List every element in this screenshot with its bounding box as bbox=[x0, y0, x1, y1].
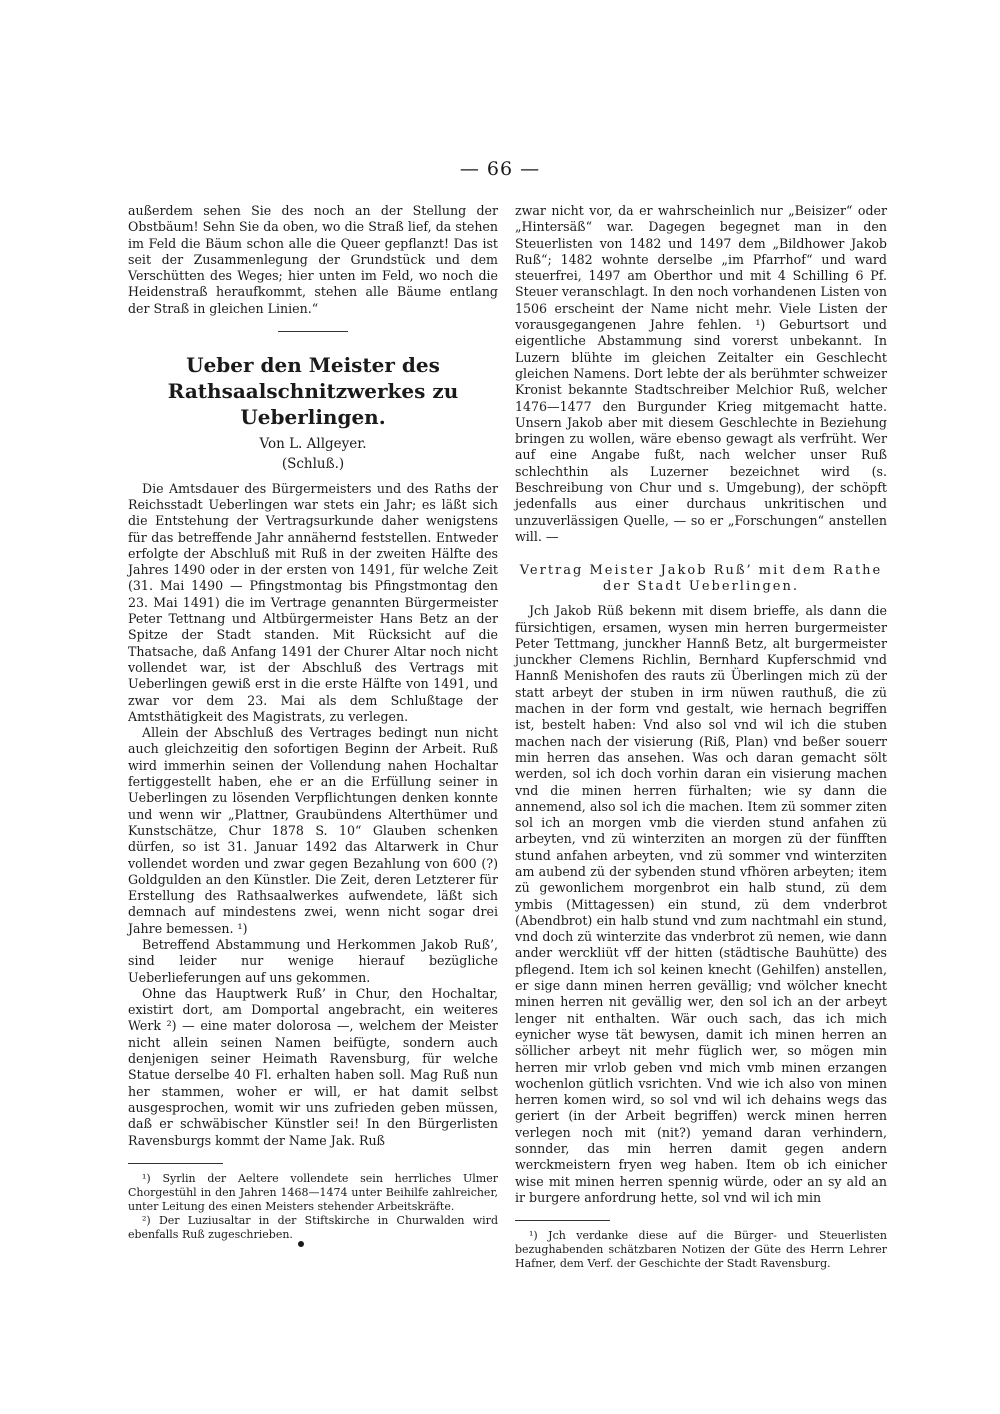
footnote-divider bbox=[128, 1163, 223, 1164]
document-heading bbox=[515, 563, 887, 595]
section-divider bbox=[278, 331, 348, 332]
paragraph: Ohne das Hauptwerk Ruß’ in Chur, den Hochaltar, existirt dort, am Domportal angebracht, ein weiteres Werk ²) — eine mater dolorosa —, welchem der Meister nicht allein seinen Namen beifügte, sondern auch denjenigen seiner Heimath Ravensburg, für welche Statue derselbe 40 Fl. erhalten haben soll. Mag Ruß nun her stammen, woher er will, er hat damit selbst ausgesprochen, womit wir uns zufrieden geben müssen, daß er schwäbischer Künstler sei! In den Bürgerlisten Ravensburgs kommt der Name Jak. Ruß bbox=[128, 985, 498, 1148]
left-column bbox=[128, 203, 498, 1242]
document-heading-line-2: der Stadt Ueberlingen. bbox=[602, 579, 799, 595]
contract-text: Jch Jakob Rüß bekenn mit disem brieffe, als dann die fürsichtigen, ersamen, wysen min herren burgermeister Peter Tettmang, junckher Hannß Betz, alt burgermeister junckher Clemens Richlin, Bernhard Kupferschmid vnd Hannß Menishofen des rauts zü Überlingen mich zü der statt arbeyt der stuben in irm nüwen rauthuß, die zü machen in der form vnd gestalt, wie hernach begriffen ist, bestelt haben: Vnd also sol vnd wil ich die stuben machen nach der visierung (Riß, Plan) vnd beßer souerr min herren das ansehen. Was och daran gemacht sölt werden, sol ich doch vorhin daran ein visierung machen vnd die minen herren fürhalten; wie sy dann die annemend, also sol ich die machen. Item zü sommer ziten sol ich an morgen vmb die vierden stund anfahen zü arbeyten, vnd zü winterziten an morgen zü der fünfften stund anfahen arbeyten, vnd zü sommer vnd winterziten am aubend zü der sybenden stund vfhören arbeyten; item zü gewonlichem morgenbrot ein halb stund, zü dem ymbis (Mittagessen) ein stund, zü dem vnderbrot (Abendbrot) ein halb stund vnd zum nachtmahl ein stund, vnd doch zü winterzite das vnderbrot zü nemen, wie dann ander werckliüt vff der hitten (städtische Bauhütte) des pflegend. Item ich sol keinen knecht (Gehilfen) anstellen, er sige dann minen herren gevällig; vnd wölcher knecht minen herren nit gevällig wer, den sol ich an der arbeyt lenger nit enthalten. Wär ouch sach, das ich mich eynicher wyse tät bewysen, damit ich minen herren an söllicher arbeyt nit mehr füglich wer, so mögen min herren mir vrlob geben vnd mich vmb minen erzangen wochenlon gütlich vsrichten. Vnd wie ich also von minen herren komen wird, so sol vnd wil ich dehains wegs das geriert (in der Arbeit begriffen) werck minen herren verlegen noch mit (nit?) yemand daran verhindern, sonnder, das min herren damit gegen andern werckmeistern fryen weg haben. Item ob ich einicher wise mit minen herren spennig würde, oder an sy ald an ir burgere anfordrung hette, sol vnd wil ich min bbox=[515, 603, 887, 1205]
paragraph: Betreffend Abstammung und Herkommen Jakob Ruß’, sind leider nur wenige hierauf bezügliche Ueberlieferungen auf uns gekommen. bbox=[128, 936, 498, 985]
footnote: ¹) Syrlin der Aeltere vollendete sein herrliches Ulmer Chorgestühl in den Jahren 1468—1474 unter Beihilfe zahlreicher, unter Leitung des einen Meisters stehender Arbeitskräfte. bbox=[128, 1171, 498, 1213]
article-title bbox=[128, 352, 498, 430]
article-title-line-1: Ueber den Meister des bbox=[186, 353, 440, 378]
ink-dot-mark bbox=[298, 1241, 304, 1247]
page-number: — 66 — bbox=[459, 158, 541, 180]
right-column bbox=[515, 203, 887, 1271]
byline: Von L. Allgeyer. bbox=[259, 436, 367, 453]
paragraph: Allein der Abschluß des Vertrages bedingt nun nicht auch gleichzeitig den sofortigen Beginn der Arbeit. Ruß wird immerhin seinen der Vollendung nahen Hochaltar fertiggestellt haben, ehe er an die Erfüllung seiner in Ueberlingen zu lösenden Verpflichtungen denken konnte und wenn wir „Plattner, Graubündens Alterthümer und Kunstschätze, Chur 1878 S. 10“ Glauben schenken dürfen, so ist 31. Januar 1492 das Altarwerk in Chur vollendet worden und zwar gegen Bezahlung von 600 (?) Goldgulden an den Künstler. Die Zeit, deren Letzterer für Erstellung des Rathsaalwerkes aufwendete, läßt sich demnach auf mindestens zwei, wenn nicht sogar drei Jahre bemessen. ¹) bbox=[128, 725, 498, 936]
footnote: ²) Der Luziusaltar in der Stiftskirche in Churwalden wird ebenfalls Ruß zugeschrieben. bbox=[128, 1213, 498, 1241]
footnote: ¹) Jch verdanke diese auf die Bürger- und Steuerlisten bezughabenden schätzbaren Notizen der Güte des Herrn Lehrer Hafner, dem Verf. der Geschichte der Stadt Ravensburg. bbox=[515, 1229, 887, 1271]
continued-note: (Schluß.) bbox=[281, 456, 345, 473]
paragraph: Die Amtsdauer des Bürgermeisters und des Raths der Reichsstadt Ueberlingen war stets ein Jahr; es läßt sich die Entstehung der Vertragsurkunde daher wenigstens für das betreffende Jahr annähernd feststellen. Entweder erfolgte der Abschluß mit Ruß in der zweiten Hälfte des Jahres 1490 oder in der ersten von 1491, für welche Zeit (31. Mai 1490 — Pfingstmontag bis Pfingstmontag den 23. Mai 1491) die im Vertrage genannten Bürgermeister Peter Tettnang und Altbürgermeister Hans Betz an der Spitze der Stadt standen. Mit Rücksicht auf die Thatsache, daß Anfang 1491 der Churer Altar noch nicht vollendet war, ist der Abschluß des Vertrags mit Ueberlingen gewiß erst in die erste Hälfte von 1491, und zwar vor dem 23. Mai als dem Schlußtage der Amtsthätigkeit des Magistrats, zu verlegen. bbox=[128, 480, 498, 724]
document-heading-line-1: Vertrag Meister Jakob Ruß’ mit dem Rathe bbox=[519, 563, 883, 579]
article-title-line-2: Rathsaalschnitzwerkes zu Ueberlingen. bbox=[167, 379, 459, 430]
intro-quote: außerdem sehen Sie des noch an der Stellung der Obstbäum! Sehn Sie da oben, wo die Straß lief, da stehen im Feld die Bäum schon alle die Queer gepflanzt! Das ist seit der Zusammenlegung der Grundstück und dem Verschütten des Weges; hier unten im Feld, wo noch die Heidenstraß heraufkommt, stehen alle Bäume entlang der Straß in gleichen Linien.“ bbox=[128, 203, 498, 316]
footnote-divider bbox=[515, 1220, 610, 1221]
paragraph: zwar nicht vor, da er wahrscheinlich nur „Beisizer“ oder „Hintersäß“ war. Dagegen begegnet man in den Steuerlisten von 1482 und 1497 dem „Bildhower Jakob Ruß“; 1482 wohnte derselbe „im Pfarrhof“ und ward steuerfrei, 1497 am Oberthor und mit 4 Schilling 6 Pf. Steuer veranschlagt. In den noch vorhandenen Listen von 1506 erscheint der Name nicht mehr. Viele Listen der vorausgegangenen Jahre fehlen. ¹) Geburtsort und eigentliche Abstammung sind vorerst unbekannt. In Luzern blühte im gleichen Zeitalter ein Geschlecht gleichen Namens. Dort lebte der als berühmter schweizer Kronist bekannte Stadtschreiber Melchior Ruß, welcher 1476—1477 den Burgunder Krieg mitgemacht hatte. Unsern Jakob aber mit diesem Geschlechte in Beziehung bringen zu wollen, wäre ebenso gewagt als verfrüht. Wer auf eine Angabe fußt, nach welcher unser Ruß schlechthin als Luzerner bezeichnet wird (s. Beschreibung von Chur und s. Umgebung), der schöpft jedenfalls aus einer durchaus unkritischen und unzuverlässigen Quelle, — so er „Forschungen“ anstellen will. — bbox=[515, 203, 887, 544]
